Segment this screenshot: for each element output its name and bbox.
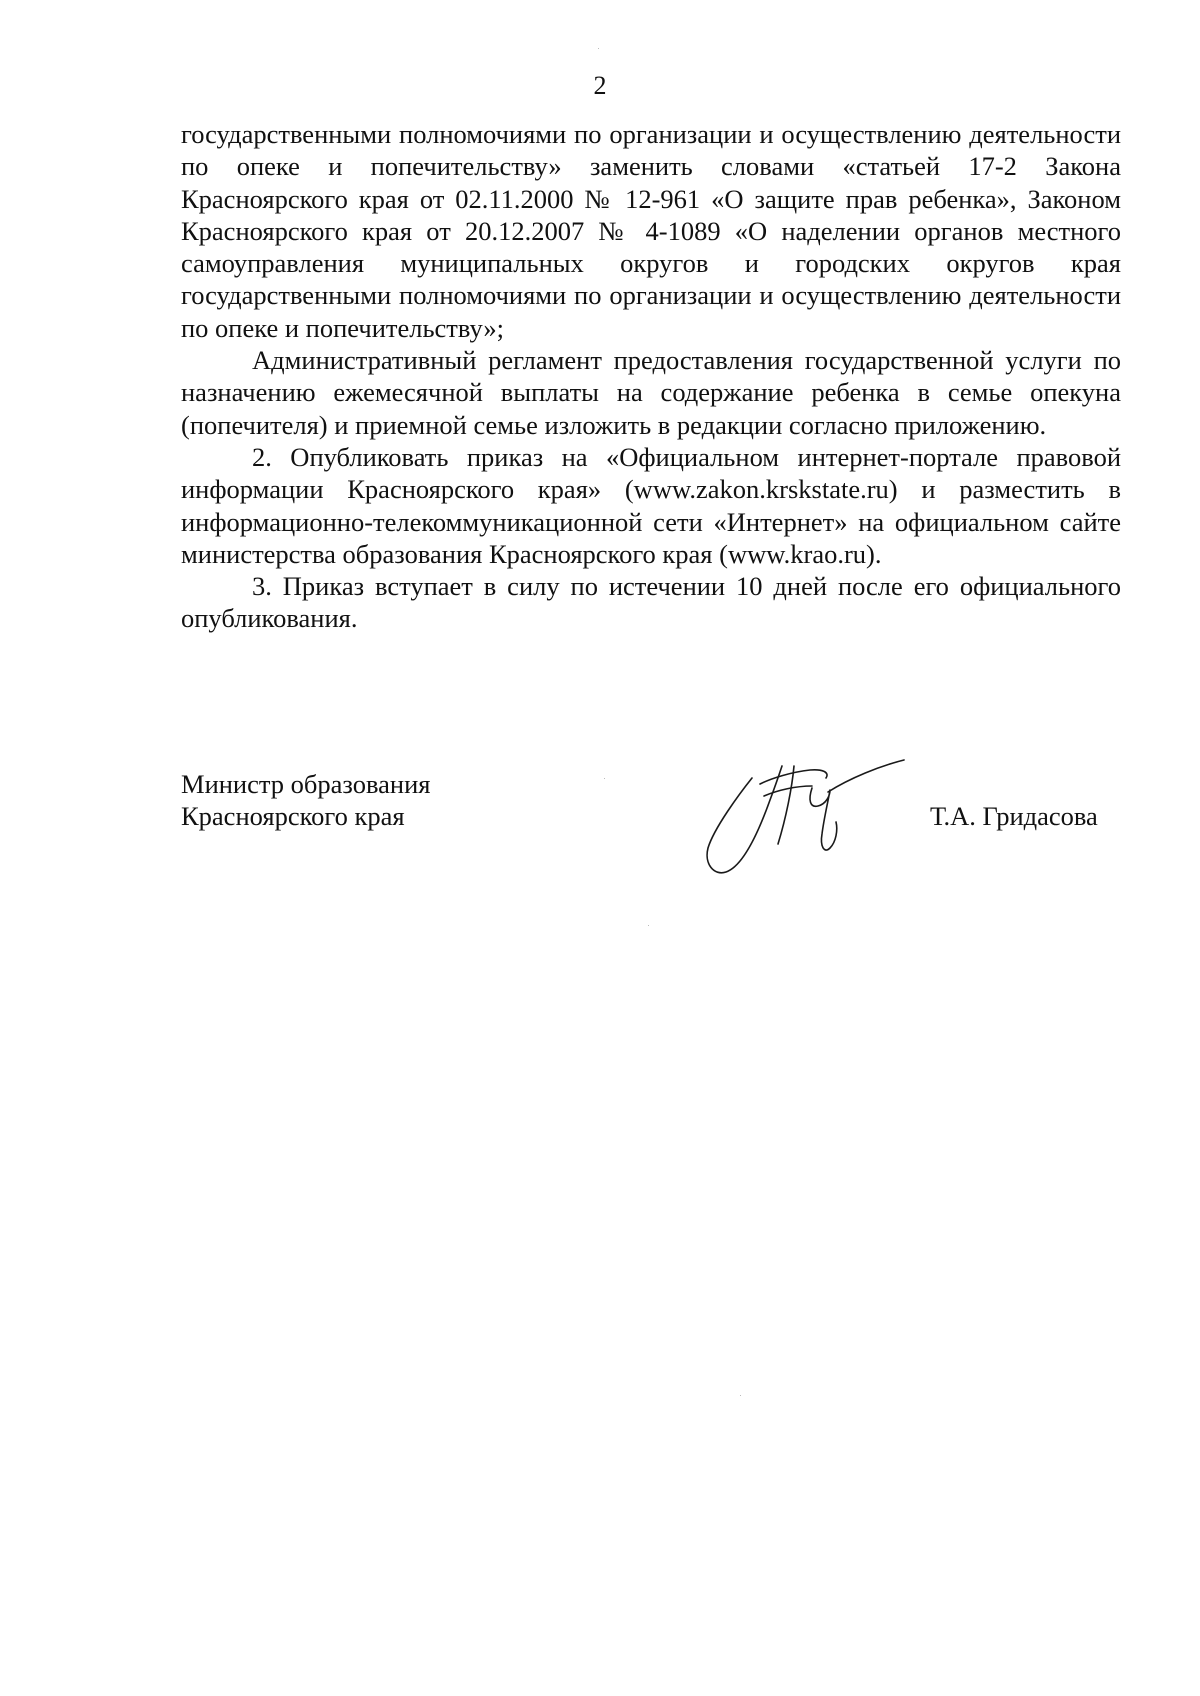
page-number: 2 — [593, 71, 607, 100]
paragraph-continuation: государственными полномочиями по организации и осуществлению деятельности по опеке и попечительству» заменить словами «статьей 17-2 Закона Красноярского края от 02.11.2000 № 12-961 «О защите прав ребенка», Законом Красноярского края от 20.12.2007 № 4-1089 «О наделении органов местного самоуправления муниципальных округов и городских округов края государственными полномочиями по организации и осуществлению деятельности по опеке и попечительству»; — [181, 119, 1121, 343]
paragraph-item-3: 3. Приказ вступает в силу по истечении 10 дней после его официального опубликования. — [181, 571, 1121, 634]
scan-speck — [598, 48, 599, 49]
signatory-position-line1: Министр образования — [181, 769, 431, 799]
signer-name: Т.А. Гридасова — [930, 801, 1098, 831]
scan-speck — [604, 778, 605, 779]
signatory-position-line2: Красноярского края — [181, 801, 405, 831]
handwritten-signature — [700, 748, 910, 878]
scan-speck — [740, 1395, 741, 1396]
signatory-position — [181, 768, 430, 832]
paragraph-regulation: Административный регламент предоставления государственной услуги по назначению ежемесячной выплаты на содержание ребенка в семье опекуна (попечителя) и приемной семье изложить в редакции согласно приложению. — [181, 345, 1121, 440]
document-body — [181, 118, 1121, 635]
paragraph-item-2: 2. Опубликовать приказ на «Официальном интернет-портале правовой информации Красноярского края» (www.zakon.krskstate.ru) и разместить в информационно-телекоммуникационной сети «Интернет» на официальном сайте министерства образования Красноярского края (www.krao.ru). — [181, 441, 1121, 569]
scan-speck — [648, 925, 649, 926]
